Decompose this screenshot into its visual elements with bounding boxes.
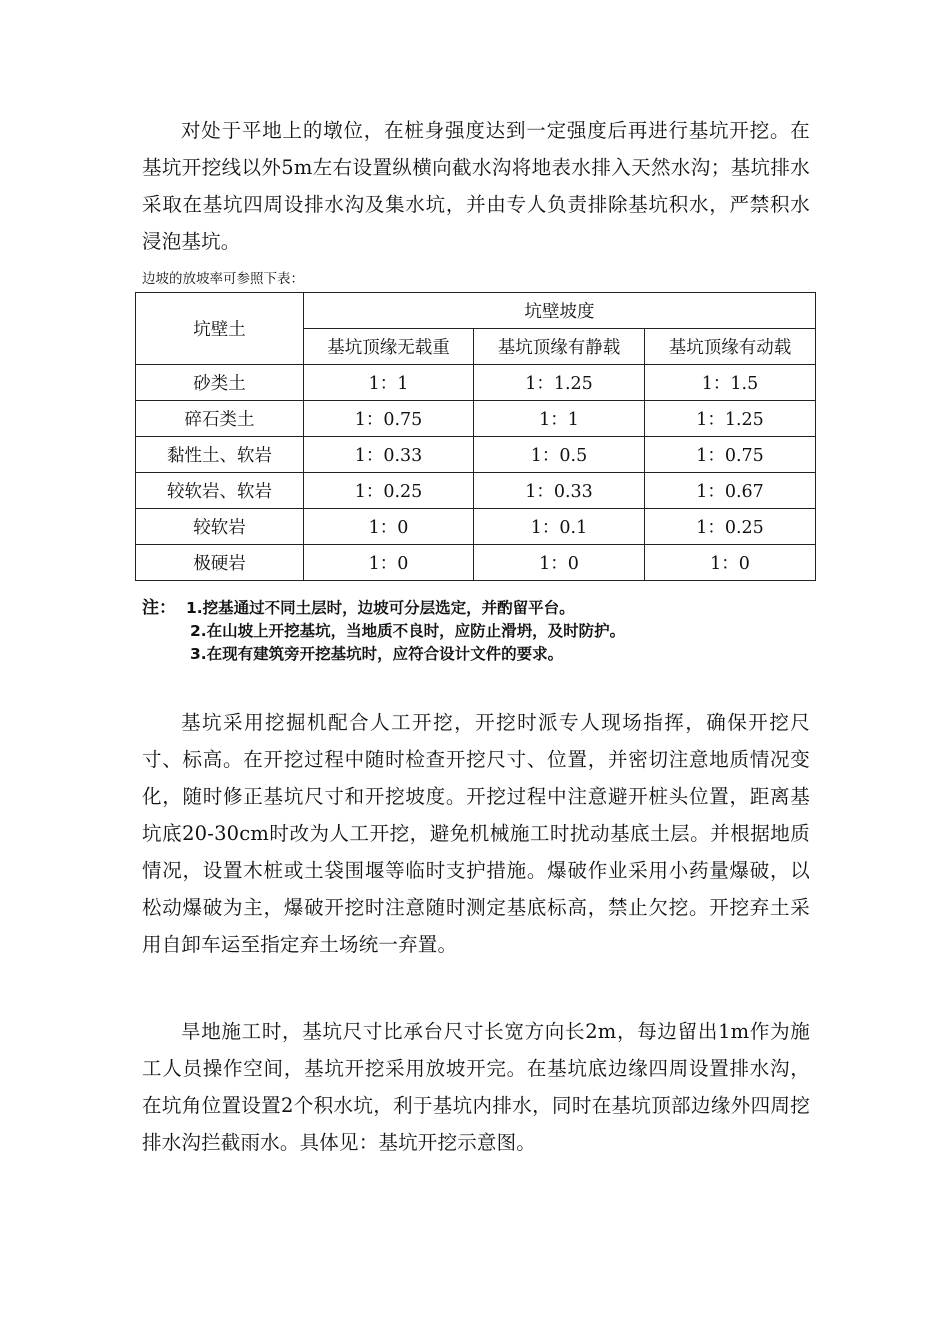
note-item <box>142 620 842 643</box>
cell-value: 1：0 <box>645 545 816 581</box>
cell-value: 1：1 <box>304 365 474 401</box>
cell-value: 1：0 <box>474 545 645 581</box>
cell-value: 1：1.5 <box>645 365 816 401</box>
row-soil: 极硬岩 <box>136 545 304 581</box>
note-text: 1.挖基通过不同土层时，边坡可分层选定，并酌留平台。 <box>186 599 575 617</box>
row-soil: 砂类土 <box>136 365 304 401</box>
subheader-static-load: 基坑顶缘有静载 <box>474 329 645 365</box>
row-soil: 碎石类土 <box>136 401 304 437</box>
header-soil: 坑壁土 <box>136 293 304 365</box>
note-item <box>142 643 842 666</box>
paragraph-dryland: 旱地施工时，基坑尺寸比承台尺寸长宽方向长2m，每边留出1m作为施工人员操作空间，基坑开挖采用放坡开完。在基坑底边缘四周设置排水沟，在坑角位置设置2个积水坑，利于基坑内排水，同时在基坑顶部边缘外四周挖排水沟拦截雨水。具体见：基坑开挖示意图。 <box>142 1020 810 1154</box>
table-row <box>136 545 816 581</box>
table-row <box>136 509 816 545</box>
slope-ratio-table <box>135 292 816 581</box>
cell-value: 1：0.25 <box>304 473 474 509</box>
cell-value: 1：0 <box>304 545 474 581</box>
note-text: 2.在山坡上开挖基坑，当地质不良时，应防止滑坍，及时防护。 <box>190 622 626 640</box>
paragraph-excavation: 基坑采用挖掘机配合人工开挖，开挖时派专人现场指挥，确保开挖尺寸、标高。在开挖过程中随时检查开挖尺寸、位置，并密切注意地质情况变化，随时修正基坑尺寸和开挖坡度。开挖过程中注意避开桩头位置，距离基坑底20-30cm时改为人工开挖，避免机械施工时扰动基底土层。并根据地质情况，设置木桩或土袋围堰等临时支护措施。爆破作业采用小药量爆破，以松动爆破为主，爆破开挖时注意随时测定基底标高，禁止欠挖。开挖弃土采用自卸车运至指定弃土场统一弃置。 <box>142 711 810 956</box>
row-soil: 较软岩 <box>136 509 304 545</box>
table-notes <box>142 597 842 666</box>
cell-value: 1：0.75 <box>304 401 474 437</box>
cell-value: 1：0.75 <box>645 437 816 473</box>
cell-value: 1：0.33 <box>304 437 474 473</box>
table-row <box>136 401 816 437</box>
cell-value: 1：0.5 <box>474 437 645 473</box>
subheader-dynamic-load: 基坑顶缘有动载 <box>645 329 816 365</box>
cell-value: 1：0 <box>304 509 474 545</box>
paragraph-drainage: 对处于平地上的墩位，在桩身强度达到一定强度后再进行基坑开挖。在基坑开挖线以外5m左右设置纵横向截水沟将地表水排入天然水沟；基坑排水采取在基坑四周设排水沟及集水坑，并由专人负责排除基坑积水，严禁积水浸泡基坑。 <box>142 119 810 253</box>
cell-value: 1：0.67 <box>645 473 816 509</box>
subheader-no-load: 基坑顶缘无载重 <box>304 329 474 365</box>
header-slope-group: 坑壁坡度 <box>304 293 816 329</box>
note-item <box>142 597 842 620</box>
row-soil: 较软岩、软岩 <box>136 473 304 509</box>
table-header-row <box>136 293 816 329</box>
note-label: 注： <box>142 598 176 618</box>
note-text: 3.在现有建筑旁开挖基坑时，应符合设计文件的要求。 <box>190 645 564 663</box>
cell-value: 1：1.25 <box>474 365 645 401</box>
cell-value: 1：0.33 <box>474 473 645 509</box>
cell-value: 1：1.25 <box>645 401 816 437</box>
cell-value: 1：0.25 <box>645 509 816 545</box>
table-caption: 边坡的放坡率可参照下表： <box>142 271 304 287</box>
cell-value: 1：0.1 <box>474 509 645 545</box>
table-row <box>136 437 816 473</box>
table-row <box>136 365 816 401</box>
table-row <box>136 473 816 509</box>
row-soil: 黏性土、软岩 <box>136 437 304 473</box>
cell-value: 1：1 <box>474 401 645 437</box>
